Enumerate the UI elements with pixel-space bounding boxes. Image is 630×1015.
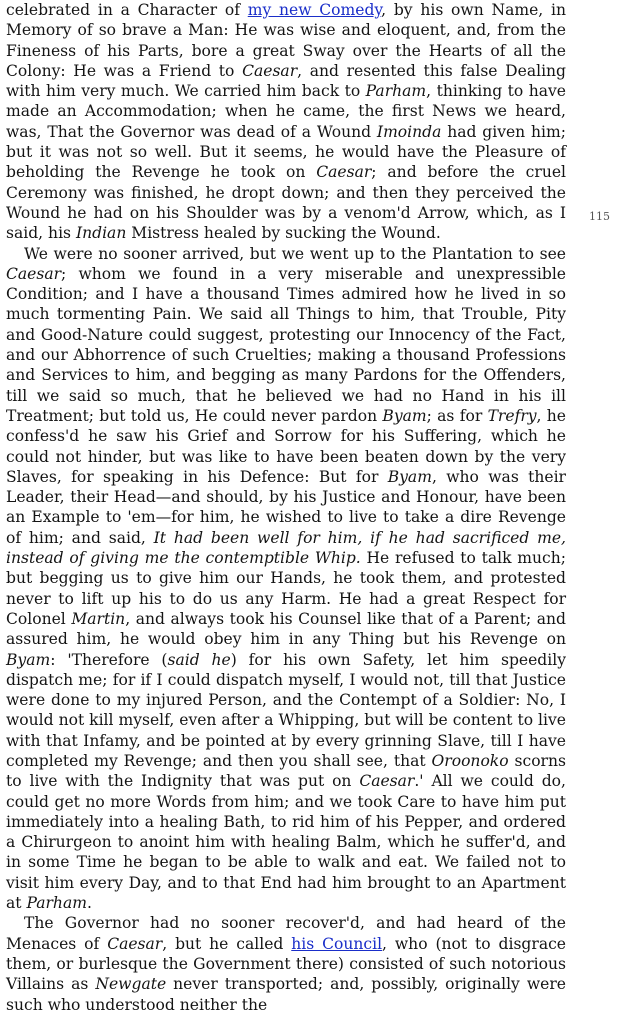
italic-text: It had been well for him, if he had sacrificed me, instead of giving me the contemptible Whip. [6,528,566,568]
text-run: , and resented this false Dealing with him very much. We carried him back to [6,61,567,101]
italic-text: Caesar [359,772,415,791]
text-run: celebrated in a Character of [6,1,248,19]
page-number: 115 [589,210,610,223]
text-run: ) for his own Safety, let him speedily dispatch me; for if I could dispatch myself, I would not, till that Justice were done to my injured Person, and the Contempt of a Soldier: No, I would not kill myself, even after a Whipping, but will be content to live with that Infamy, and be pointed at by every grinning Slave, till I have completed my Revenge; and then you shall see, that [6,650,566,770]
text-run: The Governor had no sooner recover'd, and had heard of the Menaces of [6,914,566,953]
text-run: We were no sooner arrived, but we went up to the Plantation to see [24,244,566,263]
italic-text: Caesar [316,163,372,182]
italic-text: Parham [365,82,427,101]
italic-text: Caesar [242,61,298,80]
text-run: ; whom we found in a very miserable and unexpressible Condition; and I have a thousand Times admired how he lived in so much tormenting Pain. We said all Things to him, that Trouble, Pity and Good-Nature could suggest, protesting our Innocency of the Fact, and our Abhorrence of such Cruelties; making a thousand Professions and Services to him, and begging as many Pardons for the Offenders, till we said so much, that he believed we had no Hand in his ill Treatment; but told us, He could never pardon [6,264,566,425]
italic-text: Byam [387,467,432,486]
inline-link[interactable]: his Council [291,934,383,953]
text-run: , and always took his Counsel like that of a Parent; and assured him, he would obey him in any Thing but his Revenge on [6,609,567,649]
text-run: . [86,894,92,913]
paragraph-1 [6,0,566,244]
italic-text: Parham [26,894,87,913]
inline-link[interactable]: my new Comedy [247,1,382,19]
text-run: , he confess'd he saw his Grief and Sorrow for his Suffering, which he could not hinder, but was like to have been beaten down by the very Slaves, for speaking in his Defence: But for [6,406,566,486]
text-run: scorns to live with the Indignity that was put on [6,751,566,791]
italic-text: Caesar [107,934,163,953]
paragraph-3 [6,913,566,1014]
italic-text: Byam [6,650,51,669]
italic-text: Indian [75,224,127,243]
text-run: , who was their Leader, their Head—and should, by his Justice and Honour, have been an Example to 'em—for him, he wished to live to take a dire Revenge of him; and said, [6,467,566,547]
italic-text: said he [167,650,231,669]
text-run: ; and before the cruel Ceremony was finished, he dropt down; and then they perceived the Wound he had on his Shoulder was by a venom'd Arrow, which, as I said, his [6,163,566,243]
text-run: , by his own Name, in Memory of so brave a Man: He was wise and eloquent, and, from the Fineness of his Parts, bore a great Sway over the Hearts of all the Colony: He was a Friend to [6,1,566,80]
text-column [6,0,566,1015]
text-run: Mistress healed by sucking the Wound. [126,224,441,243]
text-run: , but he called [162,934,292,953]
italic-text: Imoinda [376,122,442,141]
text-run: had given him; but it was not so well. But it seems, he would have the Pleasure of beholding the Revenge he took on [6,122,566,182]
text-run: , thinking to have made an Accommodation; when he came, the first News we heard, was, That the Governor was dead of a Wound [6,82,566,141]
text-run: : 'Therefore ( [50,650,168,669]
text-run: , who (not to disgrace them, or burlesque the Government there) consisted of such notorious Villains as [6,934,566,994]
italic-text: Oroonoko [431,751,509,770]
paragraph-2 [6,244,566,914]
text-run: .' All we could do, could get no more Words from him; and we took Care to have him put immediately into a healing Bath, to rid him of his Pepper, and ordered a Chirurgeon to anoint him with healing Balm, which he suffer'd, and in some Time he began to be able to walk and eat. We failed not to visit him every Day, and to that End had him brought to an Apartment at [6,772,566,913]
italic-text: Martin [71,609,126,628]
text-run: never transported; and, possibly, originally were such who understood neither the [6,975,566,1014]
italic-text: Newgate [95,975,167,994]
text-run: ; as for [426,406,488,425]
italic-text: Byam [382,406,427,425]
italic-text: Caesar [6,264,62,283]
italic-text: Trefry [487,406,537,425]
text-run: He refused to talk much; but begging us to give him our Hands, he took them, and protested never to lift up his to do us any Harm. He had a great Respect for Colonel [6,549,567,628]
